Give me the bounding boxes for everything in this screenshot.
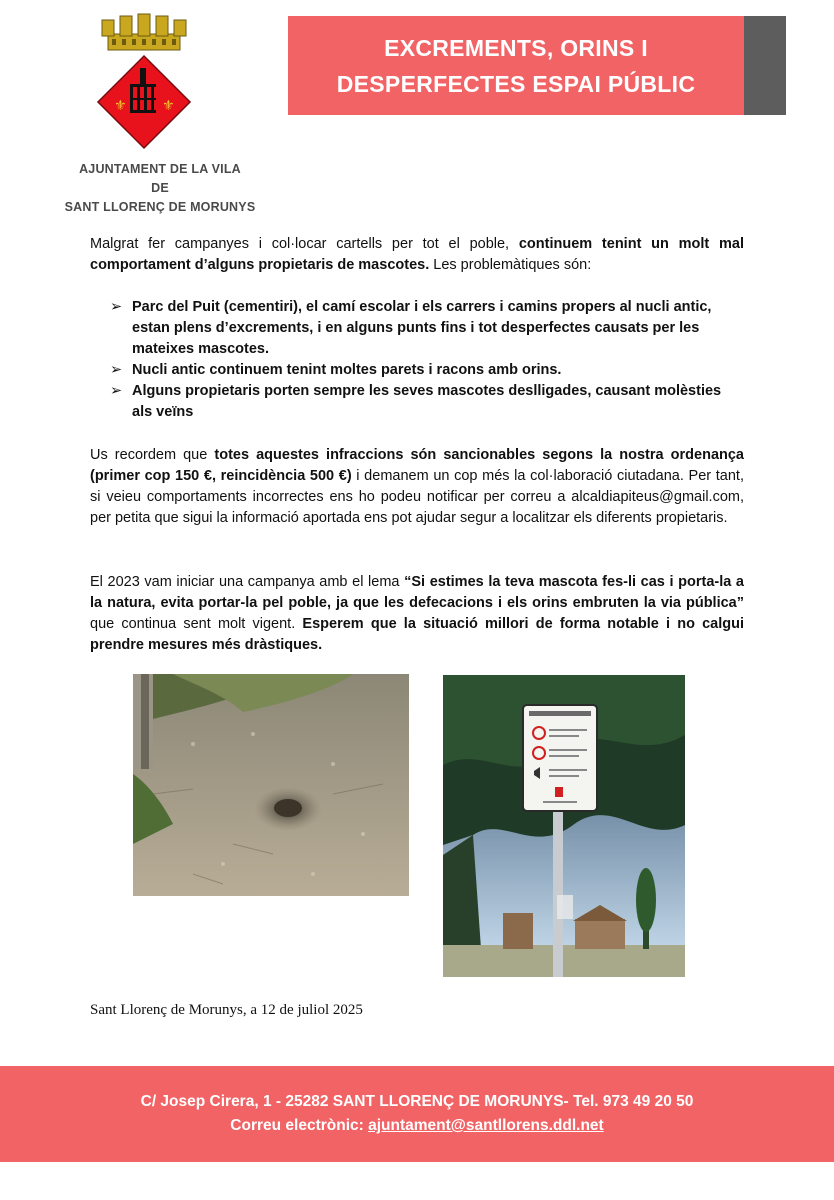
- list-item: [110, 381, 744, 423]
- arrow-bullet-icon: ➢: [110, 383, 123, 399]
- intro-paragraph: [90, 234, 744, 276]
- dateline: Sant Llorenç de Morunys, a 12 de juliol 2025: [90, 1002, 363, 1018]
- problem-list: [110, 297, 744, 423]
- list-item: [110, 360, 744, 381]
- intro-bold-1: continuem tenint un molt mal comportament d’alguns propietaris de mascotes.: [90, 236, 744, 273]
- title-line-2: DESPERFECTES ESPAI PÚBLIC: [336, 70, 696, 97]
- photo-ground-excrement: [133, 674, 409, 896]
- list-item: [110, 297, 744, 360]
- sanctions-bold-1: totes aquestes infraccions són sancionables segons la nostra ordenança (primer cop 150 €, reincidència 500 €): [90, 447, 744, 484]
- sanctions-paragraph: [90, 445, 744, 529]
- campaign-paragraph: [90, 572, 744, 656]
- footer-email-row: [230, 1114, 603, 1138]
- campaign-bold-1: “Si estimes la teva mascota fes-li cas i porta-la a la natura, evita portar-la pel poble, ja que les defecacions i els orins embruten la via pública”: [90, 574, 744, 611]
- list-item-text: Nucli antic continuem tenint moltes parets i racons amb orins.: [132, 362, 562, 378]
- org-line-1: AJUNTAMENT DE LA VILA: [79, 162, 241, 176]
- organization-name: [40, 160, 280, 217]
- footer: [0, 1066, 834, 1162]
- list-item-text: Parc del Puit (cementiri), el camí escolar i els carrers i camins propers al nucli antic, estan plens d’excrements, i en alguns punts fins i tot desperfectes causats per les mateixes mascotes.: [132, 299, 712, 357]
- intro-text-2: Les problemàtiques són:: [429, 257, 592, 273]
- org-line-3: SANT LLORENÇ DE MORUNYS: [64, 200, 256, 214]
- org-line-2: DE: [151, 181, 169, 195]
- svg-text:⚜: ⚜: [162, 98, 175, 114]
- footer-email-label: Correu electrònic:: [230, 1117, 369, 1134]
- campaign-bold-2: Esperem que la situació millori de forma notable i no calgui prendre mesures més dràstiques.: [90, 616, 745, 653]
- shield-icon: [98, 56, 190, 148]
- footer-email-link[interactable]: ajuntament@santllorens.ddl.net: [368, 1117, 604, 1134]
- svg-text:⚜: ⚜: [114, 98, 127, 114]
- photo-signpost: [443, 675, 685, 977]
- sanctions-text-1: Us recordem que: [90, 447, 215, 463]
- arrow-bullet-icon: ➢: [110, 299, 123, 315]
- title-banner: [288, 16, 744, 115]
- title-line-1: EXCREMENTS, ORINS I: [384, 34, 648, 61]
- campaign-text-2: que continua sent molt vigent.: [90, 616, 303, 632]
- arrow-bullet-icon: ➢: [110, 362, 123, 378]
- intro-text-1: Malgrat fer campanyes i col·locar cartells per tot el poble,: [90, 236, 519, 252]
- campaign-text-1: El 2023 vam iniciar una campanya amb el lema: [90, 574, 405, 590]
- crown-icon: [102, 14, 186, 50]
- sanctions-text-2: i demanem un cop més la col·laboració ciutadana. Per tant, si veieu comportaments incorrectes ens ho podeu notificar per correu a alcaldiapiteus@gmail.com, per petita que sigui la informació aportada ens pot ajudar segur a localitzar els diferents propietaris.: [90, 468, 744, 526]
- title-banner-shadow: [744, 16, 786, 115]
- coat-of-arms-logo: [88, 10, 200, 150]
- list-item-text: Alguns propietaris porten sempre les seves mascotes deslligades, causant molèsties als veïns: [132, 383, 722, 420]
- footer-address: C/ Josep Cirera, 1 - 25282 SANT LLORENÇ DE MORUNYS- Tel. 973 49 20 50: [140, 1093, 694, 1110]
